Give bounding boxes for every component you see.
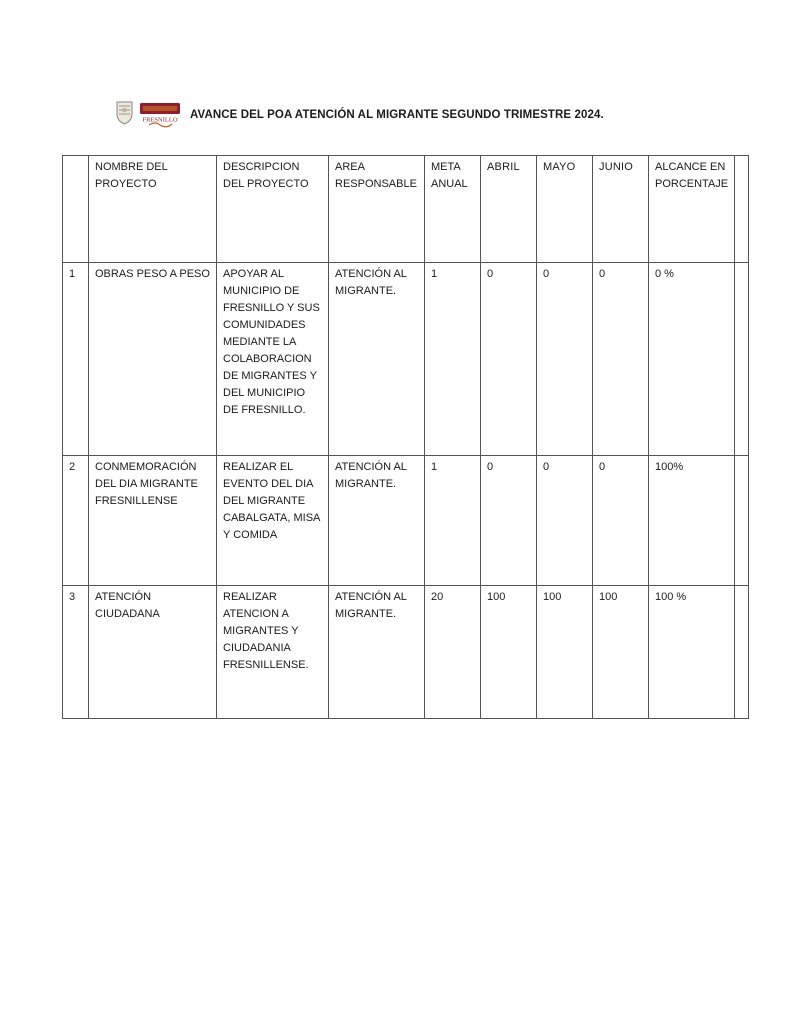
header-junio: JUNIO: [593, 156, 649, 263]
header-area: AREA RESPONSABLE: [329, 156, 425, 263]
header-row-number: [63, 156, 89, 263]
header-alcance: ALCANCE EN PORCENTAJE: [649, 156, 735, 263]
table-row: [63, 586, 749, 719]
logo-text: FRESNILLO: [142, 116, 178, 124]
cell-row-number: 1: [63, 263, 89, 456]
cell-row-number: 3: [63, 586, 89, 719]
cell-meta: 20: [425, 586, 481, 719]
cell-meta: 1: [425, 456, 481, 586]
cell-abril: 0: [481, 263, 537, 456]
cell-alcance: 0 %: [649, 263, 735, 456]
document-header: [113, 100, 604, 130]
cell-abril: 0: [481, 456, 537, 586]
page-title: AVANCE DEL POA ATENCIÓN AL MIGRANTE SEGUNDO TRIMESTRE 2024.: [190, 109, 604, 121]
header-row: [63, 156, 749, 263]
cell-meta: 1: [425, 263, 481, 456]
poa-table: [62, 155, 749, 719]
cell-nombre: CONMEMORACIÓN DEL DIA MIGRANTE FRESNILLENSE: [89, 456, 217, 586]
cell-alcance: 100 %: [649, 586, 735, 719]
cell-spacer: [735, 586, 749, 719]
cell-alcance: 100%: [649, 456, 735, 586]
table-row: [63, 263, 749, 456]
cell-row-number: 2: [63, 456, 89, 586]
fresnillo-crest-icon: [113, 100, 185, 130]
cell-area: ATENCIÓN AL MIGRANTE.: [329, 456, 425, 586]
fresnillo-logo: [113, 100, 185, 130]
table-row: [63, 456, 749, 586]
header-nombre: NOMBRE DEL PROYECTO: [89, 156, 217, 263]
cell-junio: 0: [593, 456, 649, 586]
cell-mayo: 100: [537, 586, 593, 719]
cell-junio: 0: [593, 263, 649, 456]
cell-descripcion: APOYAR AL MUNICIPIO DE FRESNILLO Y SUS COMUNIDADES MEDIANTE LA COLABORACION DE MIGRANTES Y DEL MUNICIPIO DE FRESNILLO.: [217, 263, 329, 456]
cell-mayo: 0: [537, 263, 593, 456]
cell-area: ATENCIÓN AL MIGRANTE.: [329, 263, 425, 456]
header-mayo: MAYO: [537, 156, 593, 263]
cell-area: ATENCIÓN AL MIGRANTE.: [329, 586, 425, 719]
header-abril: ABRIL: [481, 156, 537, 263]
cell-abril: 100: [481, 586, 537, 719]
header-meta: META ANUAL: [425, 156, 481, 263]
header-descripcion: DESCRIPCION DEL PROYECTO: [217, 156, 329, 263]
cell-descripcion: REALIZAR EL EVENTO DEL DIA DEL MIGRANTE CABALGATA, MISA Y COMIDA: [217, 456, 329, 586]
cell-nombre: OBRAS PESO A PESO: [89, 263, 217, 456]
cell-junio: 100: [593, 586, 649, 719]
cell-nombre: ATENCIÓN CIUDADANA: [89, 586, 217, 719]
cell-descripcion: REALIZAR ATENCION A MIGRANTES Y CIUDADANIA FRESNILLENSE.: [217, 586, 329, 719]
cell-spacer: [735, 263, 749, 456]
cell-mayo: 0: [537, 456, 593, 586]
cell-spacer: [735, 456, 749, 586]
logo-script-flourish: [149, 123, 172, 127]
header-spacer: [735, 156, 749, 263]
